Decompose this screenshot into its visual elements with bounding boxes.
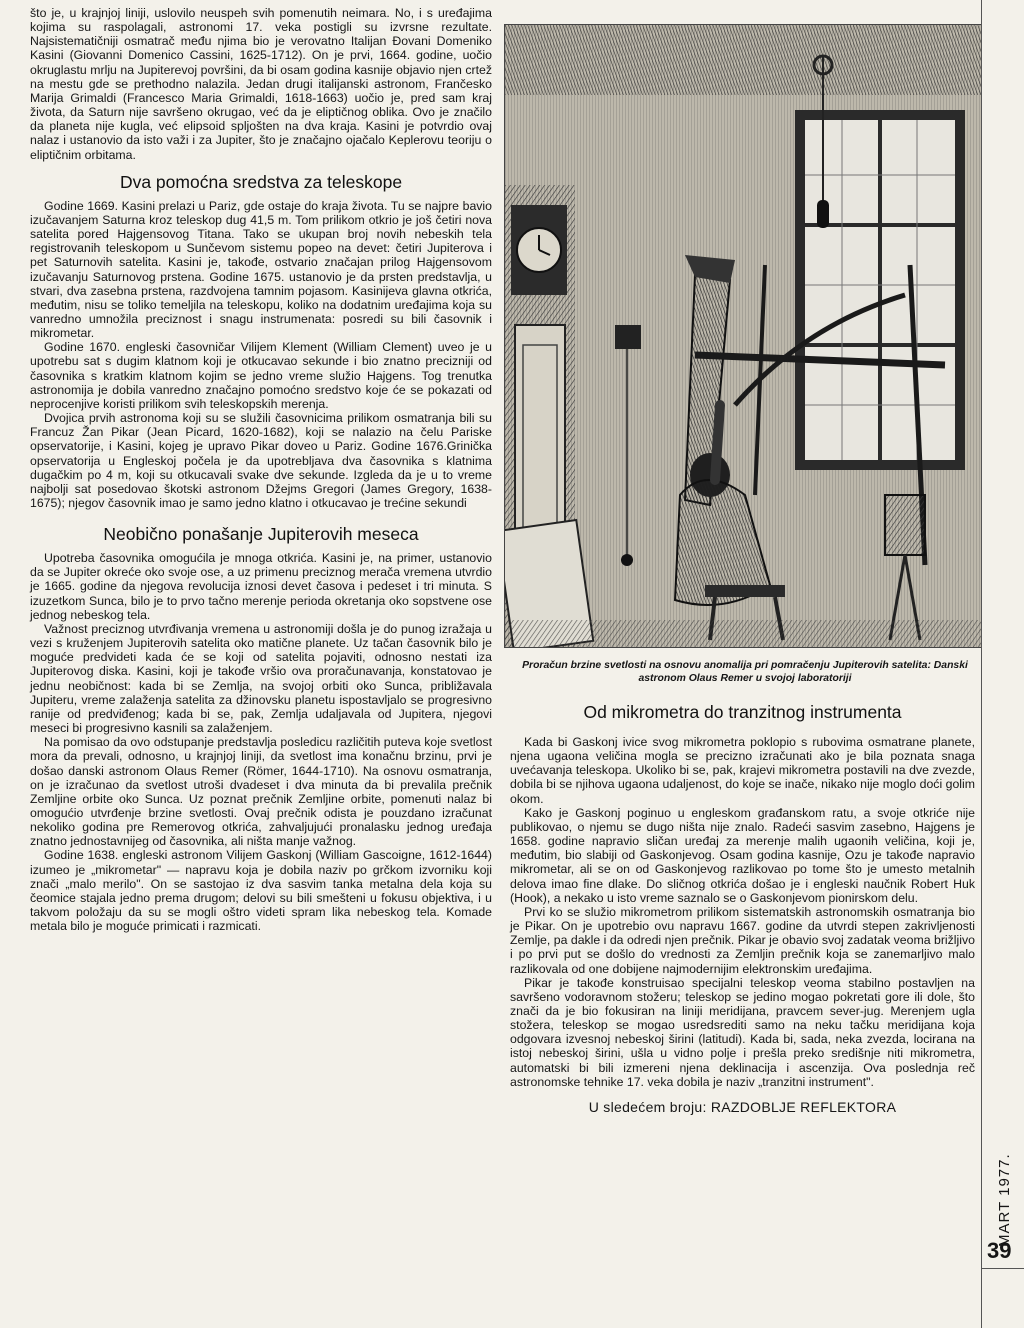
left-column [30, 6, 492, 933]
engraving-illustration [504, 24, 982, 648]
paragraph: Godine 1670. engleski časovničar Vilijem Klement (William Clement) uveo je u upotrebu sat s dugim klatnom koji je otkucavao sekunde i bio znatno precizniji od časovnika s kratkim klatnom kojim se jedno vreme služio Hajgens. Tog trenutka astronomija je dobila vanredno značajno pomoćno sredstvo koje će se pokazati od neprocenjive koristi prilikom svih teleskopskih merenja. [30, 340, 492, 411]
right-column [510, 702, 975, 1115]
paragraph: Pikar je takođe konstruisao specijalni teleskop veoma stabilno postavljen na savršeno vodoravnom stožeru; teleskop se jedino mogao pokretati gore ili dole, što znači da je bio fokusiran na liniji meridijana, pravcem sever-jug. Merenjem ugla stožera, teleskop se mogao usredsrediti samo na neku tačku meridijana koja odgovara izvesnoj nebeskoj širini (latitudi). Kada bi, sada, neka zvezda, locirana na istoj nebeskoj širini, ušla u vidno polje i prešla preko središnje niti mikrometra, automatski bi bili izmereni njena deklinacija i ascenzija. Ova poslednja reč astronomske tehnike 17. veka dobila je naziv „tranzitni instrument". [510, 975, 975, 1089]
section-heading-jupiter-moons: Neobično ponašanje Jupiterovih meseca [103, 524, 419, 545]
paragraph: Kada bi Gaskonj ivice svog mikrometra poklopio s rubovima osmatrane planete, njena ugaona veličina mogla se precizno izračunati ako je bila poznata snaga uvećavanja teleskopa. Ukoliko bi se, pak, krajevi mikrometra postavili na dve zvezde, dobila bi se njihova ugaona udaljenost, do koje se inače, nikako nije moglo doći golim okom. [510, 735, 975, 806]
paragraph: Na pomisao da ovo odstupanje predstavlja posledicu različitih puteva koje svetlost mora da prevali, odnosno, u krajnjoj liniji, da svetlost ima konačnu brzinu, prvi je došao danski astronom Olaus Remer (Römer, 1644-1710). Na osnovu osmatranja, on je izračunao da svetlost utroši dvadeset i dva minuta da bi prevalila prečnik Zemljine orbite oko Sunca. Uz poznat prečnik Zemljine orbite, pomenuti nalaz bi omogućio utvrđenje brzine svetlosti. Ovaj prečnik odista je pouzdano izračunat nekoliko godina pre Remerovog otkrića, zahvaljujući pronalasku jednog uređaja znatno jednostavnijeg od časovnika, ali ništa manje važnog. [30, 735, 492, 849]
paragraph: Kako je Gaskonj poginuo u engleskom građanskom ratu, a svoje otkriće nije publikovao, o njemu se dugo ništa nije znalo. Radeći sasvim zasebno, Hajgens je 1658. godine napravio sličan uređaj za merenje malih ugaonih veličina, koji je, međutim, bio slabiji od Gaskonjevog. Osam godina kasnije, Ozu je takođe napravio mikrometar, ali se on od Gaskonjevog razlikovao po tome što je umesto metalnih delova imao fine dlake. Do sličnog otkrića došao je i engleski naučnik Robert Huk (Hook), a nekako u isto vreme saznalo se o Gaskonjevom pionirskom delu. [510, 805, 975, 905]
paragraph: Godine 1669. Kasini prelazi u Pariz, gde ostaje do kraja života. Tu se najpre bavio izučavanjem Saturna kroz teleskop dug 41,5 m. Tom prilikom otkrio je još četiri nova satelita pored Hajgensovog Titana. Tako se ukupan broj novih nebeskih tela registrovanih teleskopom u Sunčevom sistemu popeo na devet: četiri Jupiterova i pet Saturnovih satelita. Kasini je, takođe, ostvario značajan prilog Hajgensovom izučavanju Saturnovog prstena. Godine 1675. ustanovio je da prsten predstavlja, u stvari, dva zasebna prstena, razdvojena tamnim pojasom. Kasinijeva glavna otkrića, međutim, nisu se toliko temeljila na teleskopu, koliko na dodatnim uređajima koja su vanredno umnožila preciznost i snagu instrumenata: posredi su bili časovnik i mikrometar. [30, 198, 492, 341]
paragraph: Prvi ko se služio mikrometrom prilikom sistematskih astronomskih osmatranja bio je Pikar. On je upotrebio ovu napravu 1667. godine da utvrdi stepen zakrivljenosti Zemlje, pa dakle i da odredi njen prečnik. Pikar je obavio svoj zadatak veoma brižljivo i po prvi put se došlo do vrednosti za Zemljin prečnik koja se zanemarljivo malo razlikovala od one dobijene najmodernijim elektronskim uređajima. [510, 904, 975, 976]
paragraph: Važnost preciznog utvrđivanja vremena u astronomiji došla je do punog izražaja u vezi s kruženjem Jupiterovih satelita oko matične planete. Uz tačan časovnik bilo je moguće predvideti kada će se koji od satelita pojaviti, odnosno nestati iza Jupiterovog diska. Kasini, koji je takođe vršio ova proračunavanja, konstatovao je jednu neobičnost: kada bi se Zemlja, na svojoj orbiti oko Sunca, približavala Jupiteru, vreme zalaženja satelita za džinovsku planetu ispostavljalo se progresivno ranije od predviđenog; kada bi se, pak, Zemlja udaljavala od Jupitera, njegovi meseci bi progresivno kasnili sa zalaženjem. [30, 621, 492, 736]
paragraph: Dvojica prvih astronoma koji su se služili časovnicima prilikom osmatranja bili su Francuz Žan Pikar (Jean Picard, 1620-1682), koji se nalazio na čelu Pariske opservatorije, i Kasini, kojeg je upravo Pikar doveo u Pariz. Godine 1676.Grinička opservatorija u Engleskoj počela je da upotrebljava dva časovnika s klatnima dugačkim po 4 m, koji su otkucavali svake dve sekunde. Izgleda da je u to vreme najbolji sat posedovao škotski astronom Džejms Gregori (James Gregory, 1638-1675); njegov časovnik imao je samo jedno klatno i otkucavao je trećine sekundi [30, 411, 492, 510]
issue-date: MART 1977. [996, 1153, 1013, 1247]
section-heading-micrometer: Od mikrometra do tranzitnog instrumenta [583, 702, 902, 722]
margin-rule [981, 0, 982, 1328]
intro-paragraph: što je, u krajnjoj liniji, uslovilo neuspeh svih pomenutih neimara. No, i s uređajima kojima su raspolagali, astronomi 17. veka postigli su izvrsne rezultate. Najsistematičniji osmatrač među njima bio je verovatno Italijan Đovani Domeniko Kasini (Giovanni Domenico Cassini, 1625-1712). On je prvi, 1664. godine, uočio okruglastu mrlju na Jupiterevoj površini, da bi osam godina kasnije objavio njen crtež na mestu gde se prethodno nalazila. Jedan drugi italijanski astronom, Frančesko Marija Grimaldi (Francesco Maria Grimaldi, 1618-1663) uočio je, pred sam kraj života, da Saturn nije savršeno okrugao, već da je eliptičnog oblika. Ovo je značilo da planeta nije kugla, već elipsoid spljošten na dva kraja. Kasini je potvrdio ovaj nalaz i ustanovio da isto važi i za Jupiter, što je značajno ojačalo Keplerovu teoriju o eliptičnim orbitama. [30, 6, 492, 162]
page-number: 39 [987, 1238, 1012, 1263]
figure-caption: Proračun brzine svetlosti na osnovu anomalija pri pomračenju Jupiterovih satelita: Danski astronom Olaus Remer u svojoj laboratoriji [522, 660, 968, 684]
paragraph: Godine 1638. engleski astronom Vilijem Gaskonj (William Gascoigne, 1612-1644) izumeo je „mikrometar" — napravu koja je dobila naziv po grčkom izvorniku koji znači „malo merilo". On se sastojao iz dva sasvim tanka metalna dela koja su čeomice stajala jedno prema drugom; delovi su bili smešteni u fokusu objektiva, i u takvom položaju da su se mogli oštro videti spram lika nebeskog tela. Komade metala bilo je moguće primicati i razmicati. [30, 848, 492, 934]
section-heading-aids: Dva pomoćna sredstva za teleskope [119, 171, 403, 192]
paragraph: Upotreba časovnika omogućila je mnoga otkrića. Kasini je, na primer, ustanovio da se Jupiter okreće oko svoje ose, a uz primenu preciznog merača vremena utvrdio je 1665. godine da njegova revolucija iznosi devet časova i pedeset i tri minuta. S izuzetkom Sunca, bilo je to prvo tačno merenje perioda okretanja oko sopstvene ose jednog nebeskog tela. [30, 551, 492, 622]
observatory-engraving [505, 25, 981, 647]
page-number-rule [981, 1268, 1024, 1269]
next-issue-note: U sledećem broju: RAZDOBLJE REFLEKTORA [588, 1098, 897, 1115]
